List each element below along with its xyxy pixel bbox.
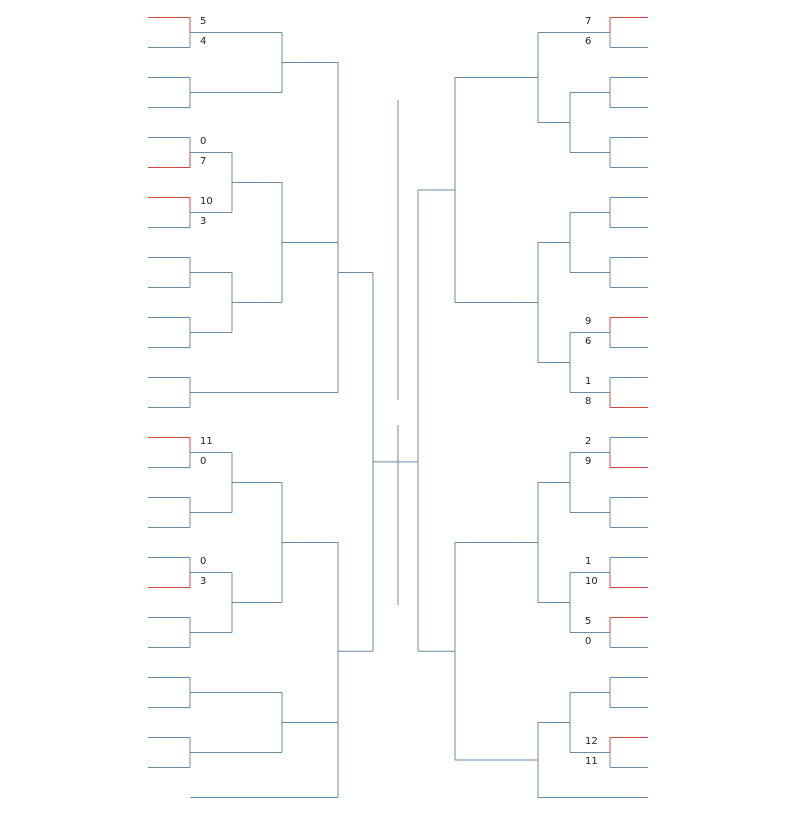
left-score: 3 [200, 215, 207, 227]
left-score: 10 [200, 195, 213, 207]
right-score: 2 [585, 435, 592, 447]
right-score: 10 [585, 575, 598, 587]
right-score: 9 [585, 455, 592, 467]
right-score: 9 [585, 315, 592, 327]
right-score: 7 [585, 15, 592, 27]
right-score: 11 [585, 755, 598, 767]
right-score: 1 [585, 375, 592, 387]
right-score: 5 [585, 615, 592, 627]
left-score: 0 [200, 455, 207, 467]
left-score: 5 [200, 15, 207, 27]
right-score: 8 [585, 395, 592, 407]
right-score: 0 [585, 635, 592, 647]
left-score: 0 [200, 555, 207, 567]
right-score: 6 [585, 35, 592, 47]
left-score: 7 [200, 155, 207, 167]
right-score: 12 [585, 735, 598, 747]
right-score: 6 [585, 335, 592, 347]
left-score: 0 [200, 135, 207, 147]
left-score: 3 [200, 575, 207, 587]
right-score: 1 [585, 555, 592, 567]
left-score: 11 [200, 435, 213, 447]
left-score: 4 [200, 35, 207, 47]
